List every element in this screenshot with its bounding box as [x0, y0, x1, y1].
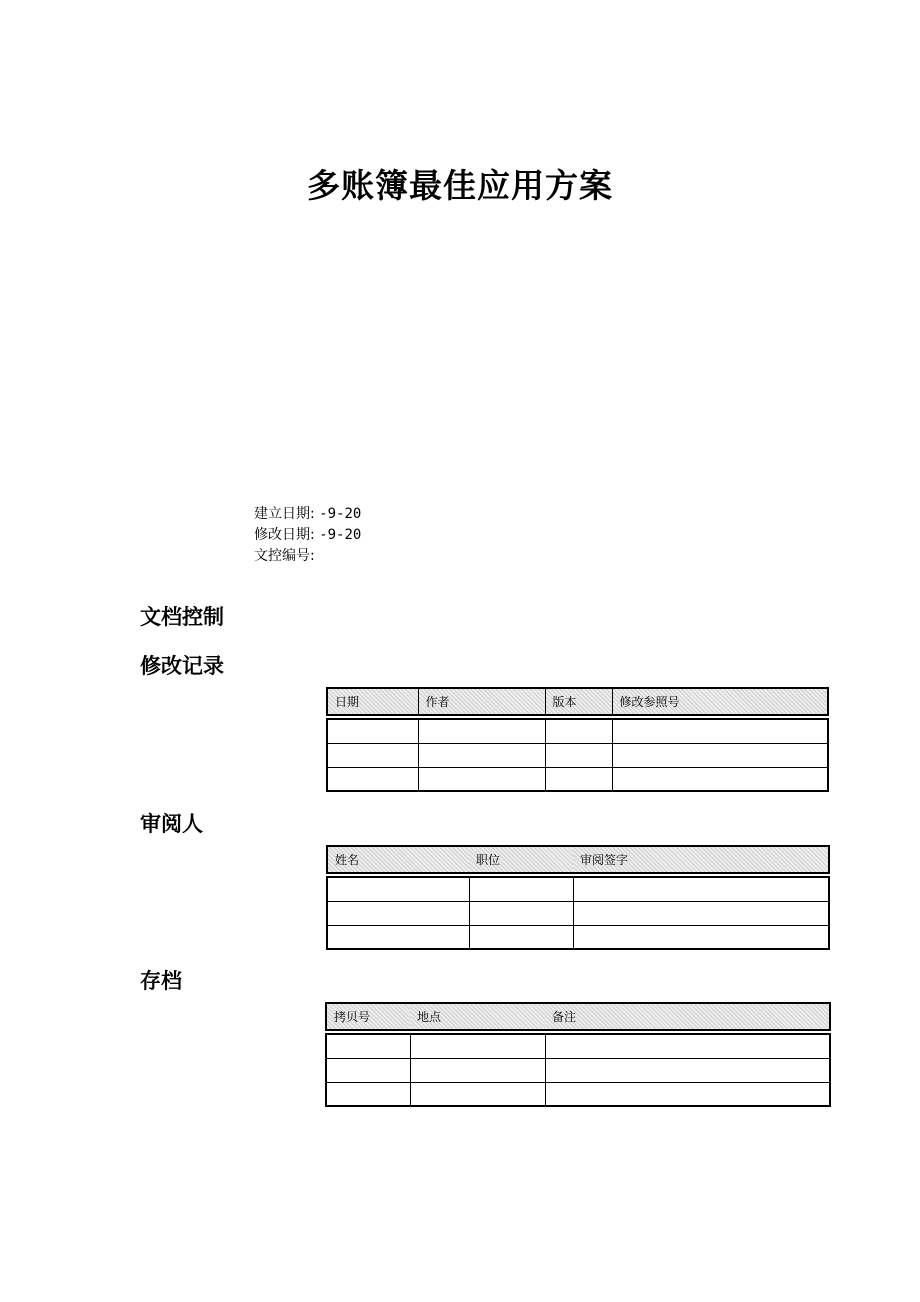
document-title: 多账簿最佳应用方案	[307, 166, 613, 205]
table-cell[interactable]	[327, 925, 469, 949]
archive-col-location: 地点	[410, 1003, 545, 1030]
revision-col-ref: 修改参照号	[612, 688, 828, 715]
table-cell[interactable]	[327, 743, 418, 767]
table-row	[326, 1058, 830, 1082]
table-row	[326, 1082, 830, 1106]
reviewers-col-signature: 审阅签字	[573, 846, 829, 873]
archive-table	[325, 1002, 831, 1107]
table-row	[327, 743, 828, 767]
table-cell[interactable]	[410, 1058, 545, 1082]
revision-table	[326, 687, 829, 792]
table-cell[interactable]	[326, 1058, 410, 1082]
table-cell[interactable]	[327, 719, 418, 743]
table-cell[interactable]	[327, 877, 469, 901]
meta-modified-value: -9-20	[319, 527, 362, 543]
archive-heading: 存档	[140, 969, 182, 993]
table-cell[interactable]	[573, 901, 829, 925]
table-row	[327, 925, 829, 949]
table-row	[327, 767, 828, 791]
meta-modified	[254, 525, 361, 546]
table-cell[interactable]	[469, 901, 573, 925]
table-cell[interactable]	[612, 719, 828, 743]
table-row	[327, 719, 828, 743]
revision-col-version: 版本	[545, 688, 612, 715]
table-row	[327, 901, 829, 925]
table-cell[interactable]	[545, 743, 612, 767]
table-cell[interactable]	[545, 767, 612, 791]
revision-heading: 修改记录	[140, 654, 224, 678]
reviewers-col-name: 姓名	[327, 846, 469, 873]
meta-modified-label: 修改日期:	[254, 527, 315, 543]
table-row	[327, 877, 829, 901]
meta-created	[254, 504, 361, 525]
table-cell[interactable]	[418, 719, 545, 743]
table-cell[interactable]	[326, 1082, 410, 1106]
reviewers-col-position: 职位	[469, 846, 573, 873]
revision-col-date: 日期	[327, 688, 418, 715]
table-cell[interactable]	[545, 1082, 830, 1106]
archive-header-row	[326, 1003, 830, 1030]
revision-header-row	[327, 688, 828, 715]
archive-col-copy-no: 拷贝号	[326, 1003, 410, 1030]
meta-doc-number-label: 文控编号:	[254, 548, 315, 564]
reviewers-heading: 审阅人	[140, 812, 203, 836]
table-cell[interactable]	[612, 743, 828, 767]
table-cell[interactable]	[326, 1034, 410, 1058]
document-meta	[254, 504, 361, 567]
table-cell[interactable]	[418, 767, 545, 791]
table-cell[interactable]	[545, 719, 612, 743]
reviewers-table	[326, 845, 830, 950]
archive-col-remarks: 备注	[545, 1003, 830, 1030]
table-row	[326, 1034, 830, 1058]
table-cell[interactable]	[418, 743, 545, 767]
table-cell[interactable]	[573, 925, 829, 949]
table-cell[interactable]	[573, 877, 829, 901]
table-cell[interactable]	[545, 1058, 830, 1082]
reviewers-header-row	[327, 846, 829, 873]
table-cell[interactable]	[545, 1034, 830, 1058]
table-cell[interactable]	[410, 1034, 545, 1058]
table-cell[interactable]	[327, 767, 418, 791]
doc-control-heading: 文档控制	[140, 605, 224, 629]
table-cell[interactable]	[327, 901, 469, 925]
meta-created-value: -9-20	[319, 506, 362, 522]
meta-created-label: 建立日期:	[254, 506, 315, 522]
table-cell[interactable]	[410, 1082, 545, 1106]
meta-doc-number	[254, 546, 361, 567]
table-cell[interactable]	[469, 925, 573, 949]
revision-col-author: 作者	[418, 688, 545, 715]
table-cell[interactable]	[469, 877, 573, 901]
table-cell[interactable]	[612, 767, 828, 791]
